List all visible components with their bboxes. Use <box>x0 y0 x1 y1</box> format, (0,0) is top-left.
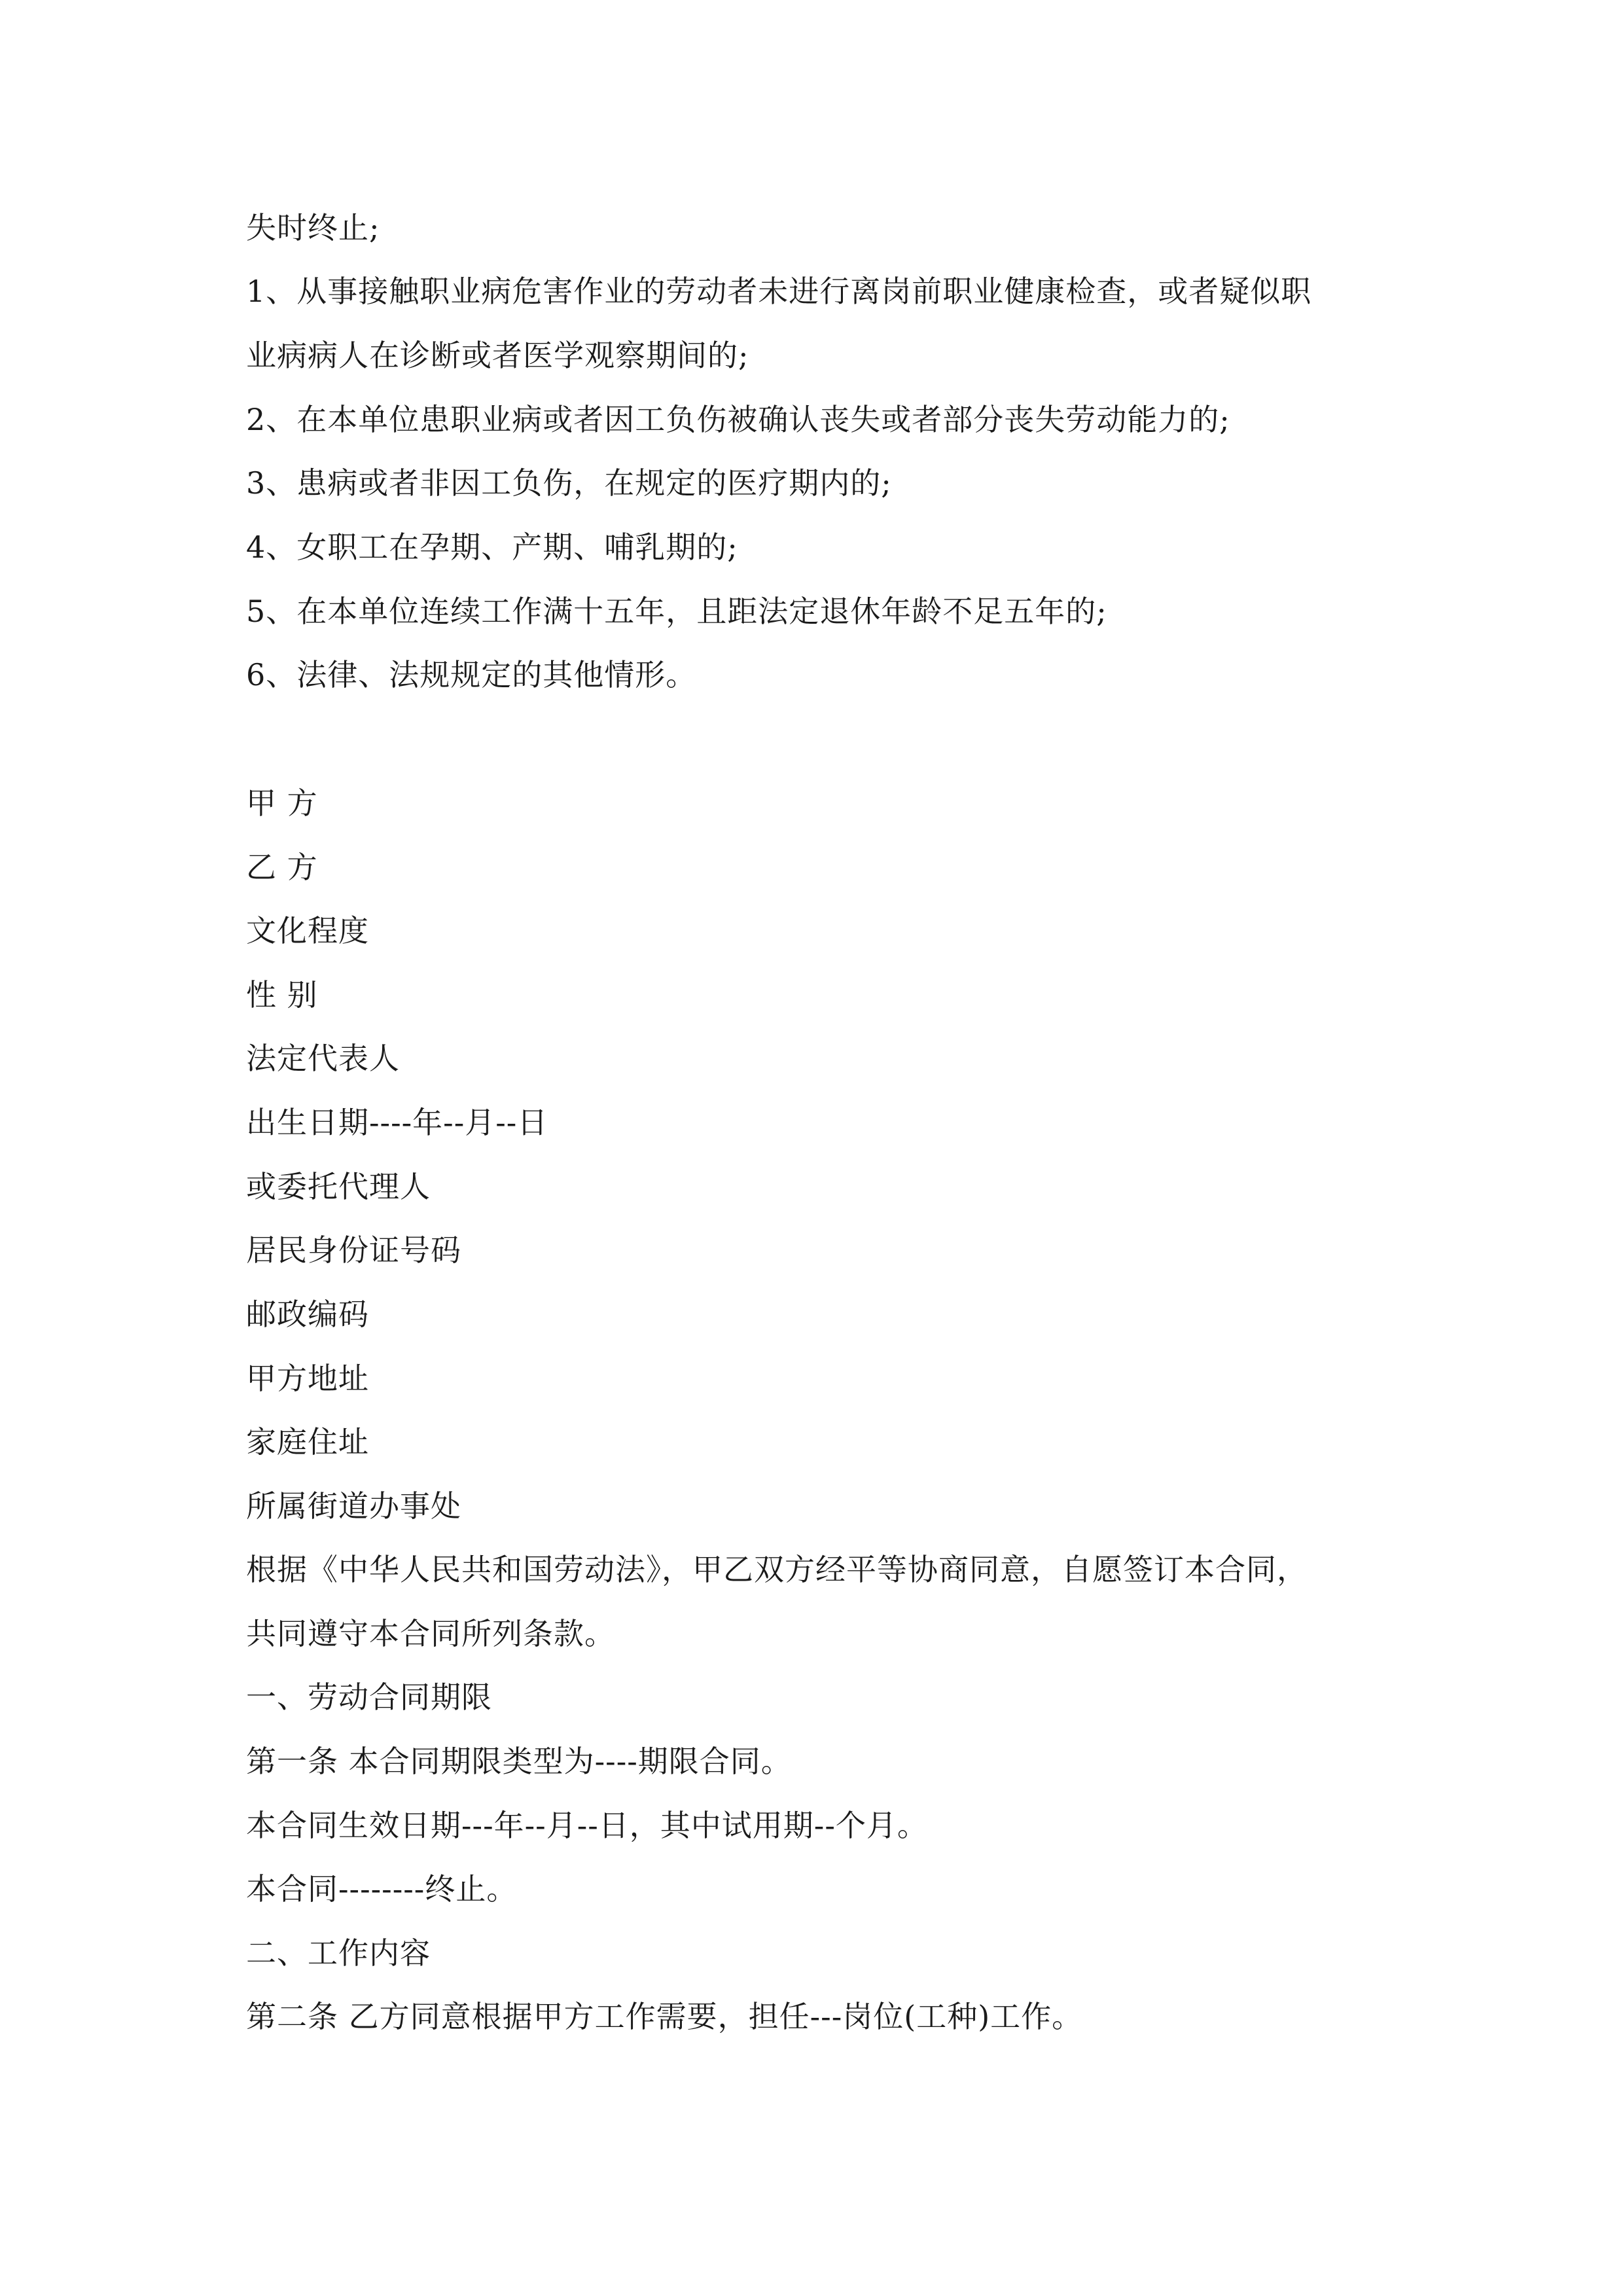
field-label-legal-rep: 法定代表人 <box>246 1041 400 1076</box>
field-label-home-address: 家庭住址 <box>246 1424 369 1460</box>
field-label-party-a-address: 甲方地址 <box>246 1361 369 1396</box>
text-line-item-2: 2、在本单位患职业病或者因工负伤被确认丧失或者部分丧失劳动能力的; <box>246 402 1230 437</box>
field-label-party-a: 甲 方 <box>246 785 318 821</box>
text-line-lapse-termination: 失时终止; <box>246 210 380 245</box>
field-label-education: 文化程度 <box>246 913 369 948</box>
text-line-item-4: 4、女职工在孕期、产期、哺乳期的; <box>246 529 738 565</box>
field-label-id-number: 居民身份证号码 <box>246 1232 461 1268</box>
field-label-party-b: 乙 方 <box>246 850 318 885</box>
text-line-item-3: 3、患病或者非因工负伤，在规定的医疗期内的; <box>246 465 892 501</box>
field-label-gender: 性 别 <box>246 977 318 1013</box>
article-1-effective-date: 本合同生效日期---年--月--日，其中试用期--个月。 <box>246 1808 928 1843</box>
text-line-item-6: 6、法律、法规规定的其他情形。 <box>246 657 697 692</box>
text-line-item-5: 5、在本单位连续工作满十五年，且距法定退休年龄不足五年的; <box>246 594 1107 629</box>
article-1-termination: 本合同--------终止。 <box>246 1871 518 1907</box>
field-label-postal-code: 邮政编码 <box>246 1297 369 1332</box>
preamble-line-1: 根据《中华人民共和国劳动法》，甲乙双方经平等协商同意，自愿签订本合同， <box>246 1552 1308 1587</box>
section-heading-contract-term: 一、劳动合同期限 <box>246 1679 492 1715</box>
preamble-line-2: 共同遵守本合同所列条款。 <box>246 1616 615 1651</box>
section-heading-work-content: 二、工作内容 <box>246 1935 431 1971</box>
field-label-subdistrict: 所属街道办事处 <box>246 1488 461 1524</box>
text-line-item-1-cont: 业病病人在诊断或者医学观察期间的; <box>246 338 749 373</box>
article-1: 第一条 本合同期限类型为----期限合同。 <box>246 1744 792 1779</box>
article-2: 第二条 乙方同意根据甲方工作需要，担任---岗位(工种)工作。 <box>246 1999 1083 2034</box>
text-line-item-1: 1、从事接触职业病危害作业的劳动者未进行离岗前职业健康检查，或者疑似职 <box>246 274 1312 309</box>
field-label-birth-date: 出生日期----年--月--日 <box>246 1105 548 1140</box>
field-label-agent: 或委托代理人 <box>246 1169 431 1204</box>
